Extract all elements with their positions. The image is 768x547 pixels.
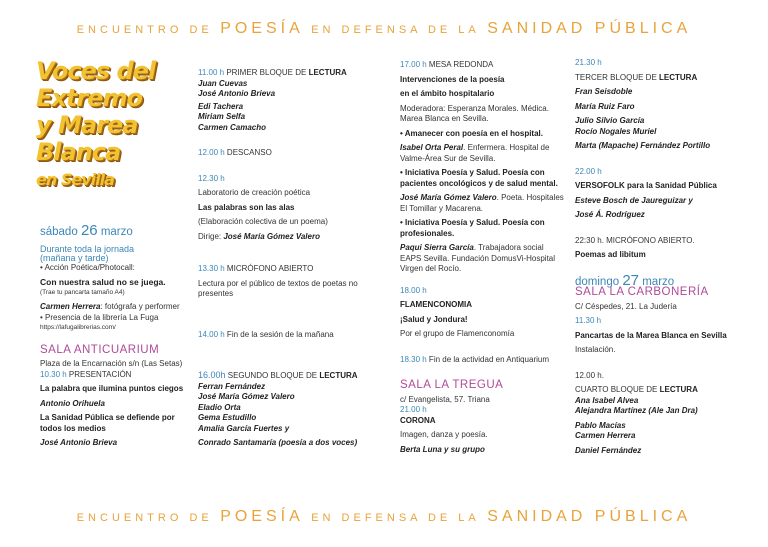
date-number: 27 xyxy=(622,271,640,289)
show-title: VERSOFOLK para la Sanidad Pública xyxy=(575,181,717,190)
session-label-bold: LECTURA xyxy=(659,72,698,82)
venue-title: SALA LA TREGUA xyxy=(400,379,504,391)
poet-name: Ana Isabel Alvea xyxy=(575,395,639,405)
logo-line: Blanca xyxy=(36,138,121,166)
session-heading xyxy=(198,68,388,79)
book-title: La palabra que ilumina puntos ciegos xyxy=(40,384,184,393)
session-heading xyxy=(198,264,388,275)
logo-line: en Sevilla xyxy=(36,170,114,189)
column-night-and-sunday xyxy=(575,58,750,456)
session-label: CUARTO BLOQUE DE xyxy=(575,385,660,394)
session-label: SEGUNDO BLOQUE DE xyxy=(225,371,320,380)
venue-address: C/ Céspedes, 21. La Judería xyxy=(575,301,677,311)
talk-speaker xyxy=(400,193,565,214)
banner-word: SANIDAD PÚBLICA xyxy=(487,508,692,525)
photographer-name: Carmen Herrera xyxy=(40,302,101,311)
venue-title: SALA LA CARBONERÍA xyxy=(575,286,709,298)
banner-word: POESÍA xyxy=(220,20,304,37)
bullet-bookstore: • Presencia de la librería La Fuga xyxy=(40,312,159,322)
session-label-bold: LECTURA xyxy=(308,68,347,77)
session-label-bold: LECTURA xyxy=(659,385,698,394)
talk-speaker xyxy=(400,243,565,275)
banner-word: ENCUENTRO DE xyxy=(76,512,213,524)
session-time: 11.30 h xyxy=(575,316,602,325)
column-saturday-morning xyxy=(198,68,388,449)
poet-name: Miriam Selfa xyxy=(198,112,246,121)
top-banner xyxy=(0,20,768,38)
exhibit-sub: Instalación. xyxy=(575,345,616,354)
event-logo xyxy=(36,58,168,193)
workshop-title: Las palabras son las alas xyxy=(198,202,295,212)
session-time: 21.30 h xyxy=(575,58,602,67)
talk-speaker xyxy=(400,143,565,164)
date-month: marzo xyxy=(100,226,133,238)
banner-word: ENCUENTRO DE xyxy=(76,24,213,36)
poet-name: Edi Tachera xyxy=(198,101,244,111)
session-time: 11.00 h xyxy=(198,68,225,77)
roundtable-title: en el ámbito hospitalario xyxy=(400,89,495,98)
talk-title: • Iniciativa Poesía y Salud. Poesía con pacientes oncológicos y de salud mental. xyxy=(400,168,558,188)
bottom-banner xyxy=(0,508,768,526)
talk-title: • Iniciativa Poesía y Salud. Poesía con profesionales. xyxy=(400,218,545,238)
session-time: 12.30 h xyxy=(198,173,225,183)
poet-name: Daniel Fernández xyxy=(575,445,642,455)
speaker-role: . Enfermera. Hospital de Valme-Área Sur de Sevilla. xyxy=(400,143,550,163)
session-label: MESA REDONDA xyxy=(426,60,494,69)
talk-title: • Amanecer con poesía en el hospital. xyxy=(400,128,543,138)
book-author: José Antonio Brieva xyxy=(40,438,118,447)
photographer-role: : fotógrafa y performer xyxy=(100,302,180,311)
session-time: 13.30 h xyxy=(198,264,225,273)
banner-word: EN DEFENSA DE LA xyxy=(311,512,480,524)
photocall-note: (Trae tu pancarta tamaño A4) xyxy=(40,288,125,296)
show-performer: Por el grupo de Flamenconomía xyxy=(400,329,515,338)
photocall-title: Con nuestra salud no se juega. xyxy=(40,277,166,287)
session-heading xyxy=(198,148,388,159)
allday-label: Durante toda la jornada xyxy=(40,243,135,254)
bullet-photocall: • Acción Poética/Photocall: xyxy=(40,262,135,272)
banner-word: EN DEFENSA DE LA xyxy=(311,24,480,36)
session-time: 12.00 h. xyxy=(575,370,604,380)
show-subtitle: ¡Salud y Jondura! xyxy=(400,314,468,324)
date-day: sábado xyxy=(40,226,78,238)
session-label: PRIMER BLOQUE DE xyxy=(224,68,309,77)
speaker-role: . Trabajadora social EAPS Sevilla. Fundación DomusVi-Hospital Virgen del Rocío. xyxy=(400,243,556,273)
show-title: FLAMENCONOMIA xyxy=(400,300,472,309)
session-time: 21.00 h xyxy=(400,405,427,414)
poet-name: Marta (Mapache) Fernández Portillo xyxy=(575,141,711,150)
session-heading xyxy=(198,330,388,341)
session-label: Fin de la sesión de la mañana xyxy=(224,329,334,339)
poet-name: Gema Estudillo xyxy=(198,413,257,422)
session-time: 14.00 h xyxy=(198,329,225,339)
session-label: PRESENTACIÓN xyxy=(66,369,132,379)
date-heading xyxy=(40,222,190,239)
workshop-label: Laboratorio de creación poética xyxy=(198,188,311,197)
open-mic: 22:30 h. MICRÓFONO ABIERTO. xyxy=(575,235,695,245)
poet-name: Fran Seisdoble xyxy=(575,87,633,96)
exhibit-title: Pancartas de la Marea Blanca en Sevilla xyxy=(575,330,727,340)
moderator: Moderadora: Esperanza Morales. Médica. Marea Blanca en Sevilla. xyxy=(400,103,549,123)
session-heading xyxy=(400,60,565,71)
logo-line: Extremo xyxy=(36,84,142,112)
venue-address: Plaza de la Encarnación s/n (Las Setas) xyxy=(40,359,183,368)
director-label: Dirige: xyxy=(198,231,224,241)
book-author: Antonio Orihuela xyxy=(40,398,105,408)
roundtable-title: Intervenciones de la poesía xyxy=(400,74,505,84)
session-label: DESCANSO xyxy=(224,148,272,157)
open-mic-sub: Poemas ad libitum xyxy=(575,250,646,259)
session-heading xyxy=(575,385,750,396)
logo-line: y Marea xyxy=(36,111,138,139)
session-heading xyxy=(400,355,565,366)
poet-name: Conrado Santamaría (poesía a dos voces) xyxy=(198,438,358,447)
column-saturday-afternoon xyxy=(400,60,565,455)
workshop-director xyxy=(198,232,388,243)
session-time: 16.00h xyxy=(198,370,226,380)
session-time: 18.30 h xyxy=(400,354,427,364)
allday-sub: (mañana y tarde) xyxy=(40,252,109,263)
poet-name: Ferran Fernández xyxy=(198,381,266,391)
poet-name: María Ruiz Faro xyxy=(575,101,635,111)
speaker-role: . Poeta. Hospitales El Tomillar y Macarena. xyxy=(400,193,564,213)
speaker-name: José María Gómez Valero xyxy=(400,193,497,202)
session-time: 18.00 h xyxy=(400,285,427,295)
poet-name: Amalia García Fuertes y xyxy=(198,423,290,433)
date-month: marzo xyxy=(642,275,675,288)
session-time: 12.00 h xyxy=(198,148,225,157)
column-saturday-intro xyxy=(40,222,190,449)
banner-word: SANIDAD PÚBLICA xyxy=(487,20,692,37)
speaker-name: Paqui Sierra García xyxy=(400,243,474,252)
poet-name: Carmen Herrera xyxy=(575,431,636,440)
poet-name: José Antonio Brieva xyxy=(198,89,276,98)
date-day: domingo xyxy=(575,275,620,288)
show-subtitle: Imagen, danza y poesía. xyxy=(400,430,488,439)
poet-name: Rocío Nogales Muriel xyxy=(575,126,657,136)
session-time: 17.00 h xyxy=(400,60,427,69)
workshop-sub: (Elaboración colectiva de un poema) xyxy=(198,217,328,226)
performer-name: Esteve Bosch de Jaureguizar y xyxy=(575,195,693,205)
session-heading xyxy=(575,73,750,84)
poet-name: Pablo Macías xyxy=(575,420,626,430)
director-name: José María Gómez Valero xyxy=(223,231,320,241)
session-label-bold: LECTURA xyxy=(319,371,358,380)
bookstore-url[interactable]: https://lafugalibrerias.com/ xyxy=(40,324,116,331)
session-time: 22.00 h xyxy=(575,166,602,176)
venue-title: SALA ANTICUARIUM xyxy=(40,343,160,356)
session-label: MICRÓFONO ABIERTO xyxy=(224,264,314,273)
session-label: TERCER BLOQUE DE xyxy=(575,72,660,82)
book-title: La Sanidad Pública se defiende por todos los medios xyxy=(40,413,175,433)
poet-name: Eladio Orta xyxy=(198,402,241,412)
poet-name: Alejandra Martínez (Ale Jan Dra) xyxy=(575,406,698,415)
photographer-line xyxy=(40,302,190,313)
performer-name: José Á. Rodríguez xyxy=(575,210,645,219)
session-time-line xyxy=(40,370,190,381)
session-heading xyxy=(198,370,388,382)
poet-name: Carmen Camacho xyxy=(198,122,267,132)
date-number: 26 xyxy=(80,222,98,239)
logo-line: Voces del xyxy=(36,57,156,85)
venue-address: c/ Evangelista, 57. Triana xyxy=(400,394,490,404)
show-title: CORONA xyxy=(400,415,436,425)
speaker-name: Isabel Orta Peral xyxy=(400,143,464,152)
session-label: Fin de la actividad en Antiquarium xyxy=(426,354,549,364)
session-time: 10.30 h xyxy=(40,369,67,379)
poet-name: Julio Silvio García xyxy=(575,116,645,125)
poet-name: Juan Cuevas xyxy=(198,78,248,88)
show-performer: Berta Luna y su grupo xyxy=(400,444,485,454)
poet-name: José María Gómez Valero xyxy=(198,392,295,401)
session-description: Lectura por el público de textos de poetas no presentes xyxy=(198,278,358,298)
banner-word: POESÍA xyxy=(220,508,304,525)
